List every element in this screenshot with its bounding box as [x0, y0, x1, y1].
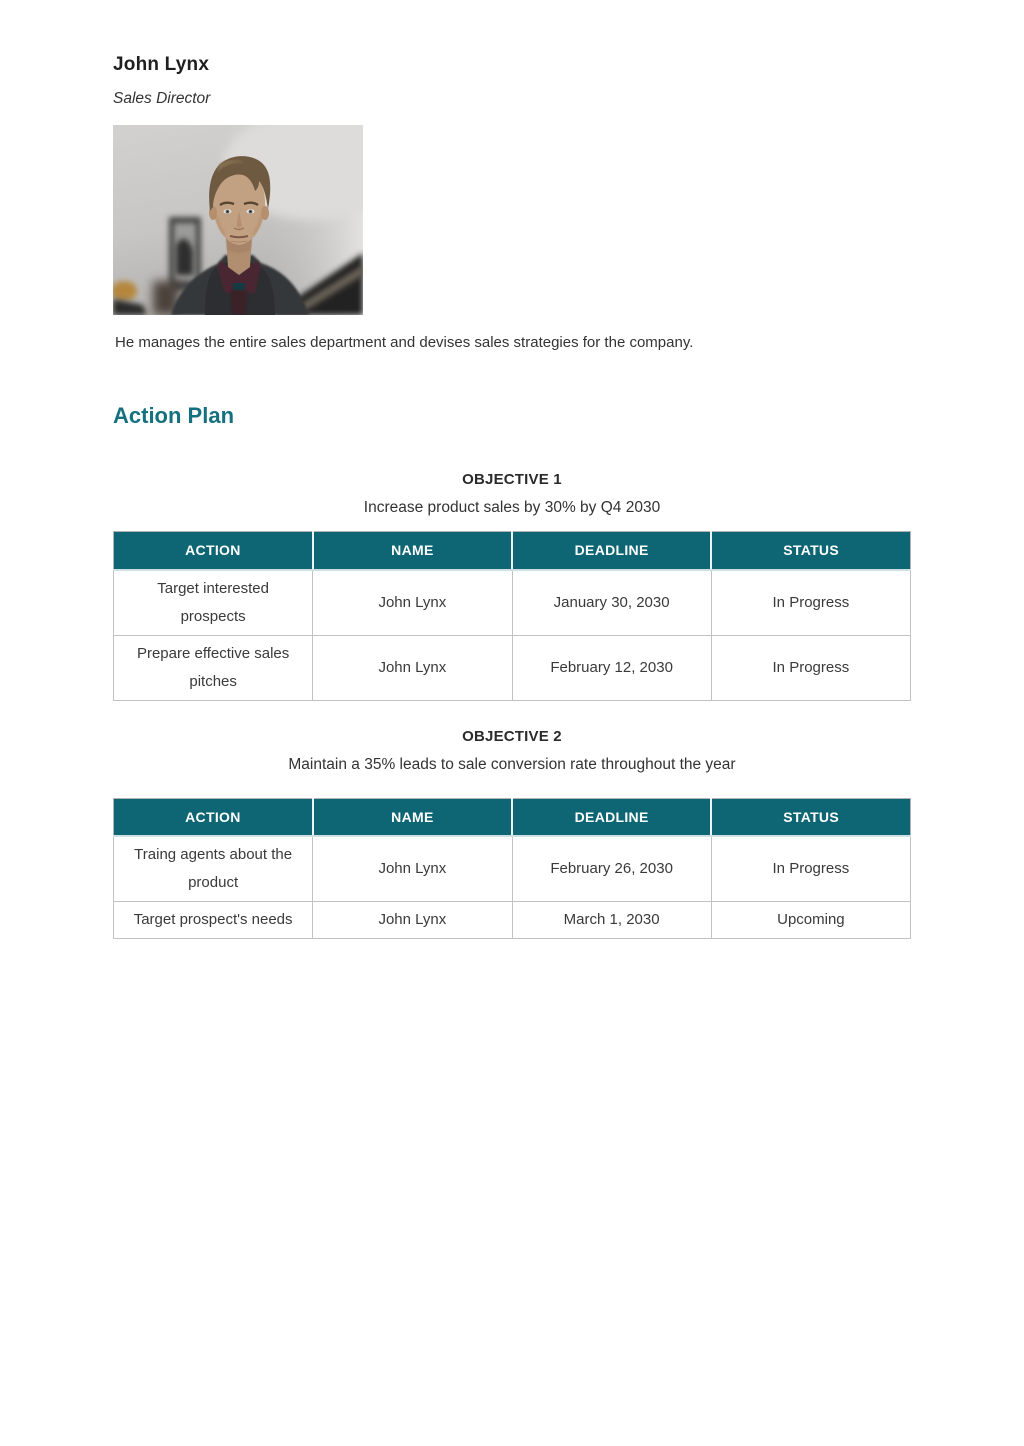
table-header-row: [114, 798, 911, 836]
column-header-deadline: DEADLINE: [512, 798, 711, 836]
cell-action: Prepare effective sales pitches: [114, 635, 313, 700]
table-row: [114, 836, 911, 902]
objective-2-title: OBJECTIVE 2: [462, 727, 562, 745]
table-row: [114, 902, 911, 939]
column-header-name: NAME: [313, 798, 512, 836]
cell-action: Target interested prospects: [114, 570, 313, 636]
objective-2-table: [113, 798, 911, 940]
cell-deadline: March 1, 2030: [512, 902, 711, 939]
profile-name: John Lynx: [113, 54, 210, 75]
column-header-name: NAME: [313, 532, 512, 570]
objective-1-section: [113, 471, 911, 701]
cell-deadline: February 26, 2030: [512, 836, 711, 902]
cell-status: Upcoming: [711, 902, 910, 939]
column-header-status: STATUS: [711, 532, 910, 570]
column-header-action: ACTION: [114, 798, 313, 836]
section-heading: Action Plan: [113, 403, 235, 428]
table-row: [114, 635, 911, 700]
cell-name: John Lynx: [313, 836, 512, 902]
cell-name: John Lynx: [313, 902, 512, 939]
table-header-row: [114, 532, 911, 570]
column-header-action: ACTION: [114, 532, 313, 570]
column-header-status: STATUS: [711, 798, 910, 836]
cell-status: In Progress: [711, 635, 910, 700]
objective-1-title: OBJECTIVE 1: [462, 471, 562, 488]
table-row: [114, 570, 911, 636]
column-header-deadline: DEADLINE: [512, 532, 711, 570]
cell-deadline: February 12, 2030: [512, 635, 711, 700]
cell-action: Target prospect's needs: [114, 902, 313, 939]
cell-action: Traing agents about the product: [114, 836, 313, 902]
profile-description: He manages the entire sales department and devises sales strategies for the company.: [115, 334, 694, 351]
objective-2-subtitle: Maintain a 35% leads to sale conversion rate throughout the year: [288, 755, 736, 773]
objective-2-section: [113, 728, 911, 940]
cell-deadline: January 30, 2030: [512, 570, 711, 636]
profile-role: Sales Director: [113, 90, 211, 107]
cell-name: John Lynx: [313, 635, 512, 700]
objective-1-subtitle: Increase product sales by 30% by Q4 2030: [363, 499, 661, 516]
profile-photo: [113, 125, 363, 315]
portrait-photo-illustration: [113, 125, 363, 315]
objective-1-table: [113, 531, 911, 701]
cell-status: In Progress: [711, 570, 910, 636]
cell-name: John Lynx: [313, 570, 512, 636]
cell-status: In Progress: [711, 836, 910, 902]
